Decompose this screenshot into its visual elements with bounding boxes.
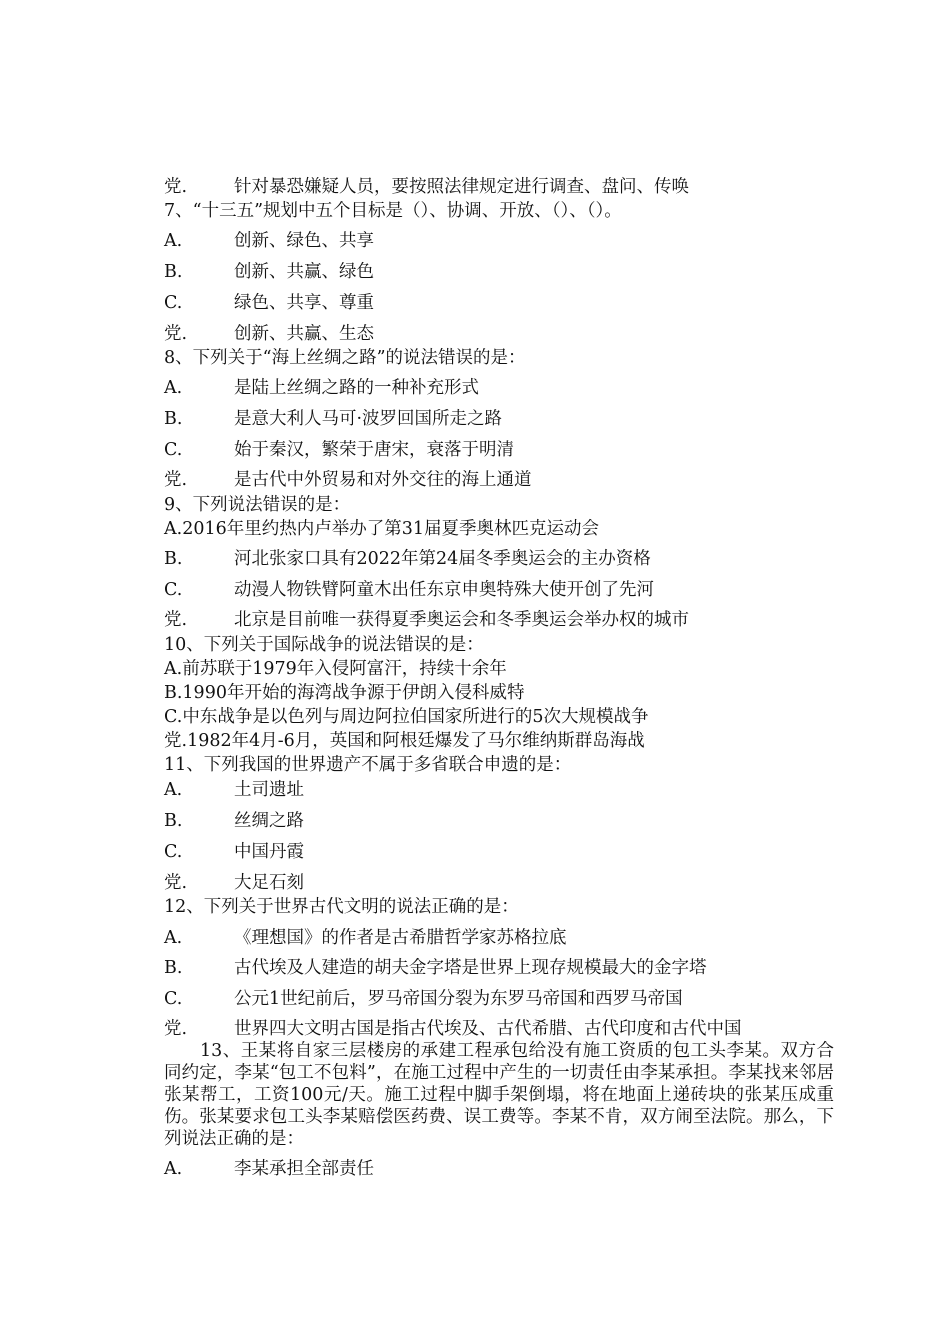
question-13-text: 13、王某将自家三层楼房的承建工程承包给没有施工资质的包工头李某。双方合同约定，李某“包工不包料”，在施工过程中产生的一切责任由李某承担。李某找来邻居张某帮工，工资100元/天。施工过程中脚手架倒塌，将在地面上递砖块的张某压成重伤。张某要求包工头李某赔偿医药费、误工费等。李某不肯，双方闹至法院。那么，下列说法正确的是： [164, 1041, 834, 1149]
option-line [164, 927, 567, 949]
option-text: 是意大利人马可·波罗回国所走之路 [234, 409, 503, 429]
question-line: 8、下列关于“海上丝绸之路”的说法错误的是： [164, 348, 526, 368]
option-line [164, 1158, 374, 1180]
option-label: A. [164, 231, 183, 251]
option-line [164, 292, 374, 314]
option-line [164, 1018, 742, 1040]
option-text: 创新、绿色、共享 [234, 231, 374, 251]
option-text: 公元1世纪前后，罗马帝国分裂为东罗马帝国和西罗马帝国 [234, 989, 683, 1009]
question-13-paragraph [164, 1040, 834, 1150]
option-label: A. [164, 378, 183, 398]
option-line [164, 408, 502, 430]
question-line: 党.1982年4月-6月，英国和阿根廷爆发了马尔维纳斯群岛海战 [164, 731, 645, 751]
option-line [164, 261, 374, 283]
option-line [164, 988, 683, 1010]
option-line [164, 230, 374, 252]
question-line: 7、“十三五”规划中五个目标是（）、协调、开放、（）、（）。 [164, 201, 622, 221]
option-label: C. [164, 440, 183, 460]
question-line: 10、下列关于国际战争的说法错误的是： [164, 635, 484, 655]
option-text: 世界四大文明古国是指古代埃及、古代希腊、古代印度和古代中国 [234, 1019, 742, 1039]
option-line [164, 609, 689, 631]
option-line [164, 548, 651, 570]
option-line [164, 957, 707, 979]
option-line [164, 323, 374, 345]
option-text: 古代埃及人建造的胡夫金字塔是世界上现存规模最大的金字塔 [234, 958, 707, 978]
question-line: 9、下列说法错误的是： [164, 495, 351, 515]
option-text: 是古代中外贸易和对外交往的海上通道 [234, 470, 532, 490]
option-text: 北京是目前唯一获得夏季奥运会和冬季奥运会举办权的城市 [234, 610, 689, 630]
option-label: C. [164, 842, 183, 862]
option-label: 党. [164, 177, 188, 197]
option-text: 针对暴恐嫌疑人员，要按照法律规定进行调查、盘问、传唤 [234, 177, 689, 197]
option-text: 始于秦汉，繁荣于唐宋，衰落于明清 [234, 440, 514, 460]
option-label: A. [164, 928, 183, 948]
option-label: 党. [164, 324, 188, 344]
option-line [164, 469, 532, 491]
option-line [164, 841, 304, 863]
option-label: A. [164, 780, 183, 800]
option-line [164, 439, 514, 461]
option-line [164, 377, 479, 399]
question-line: A.2016年里约热内卢举办了第31届夏季奥林匹克运动会 [164, 519, 600, 539]
option-label: 党. [164, 1019, 188, 1039]
option-text: 创新、共赢、生态 [234, 324, 374, 344]
option-text: 是陆上丝绸之路的一种补充形式 [234, 378, 479, 398]
option-text: 李某承担全部责任 [234, 1159, 374, 1179]
option-text: 动漫人物铁臂阿童木出任东京申奥特殊大使开创了先河 [234, 580, 654, 600]
option-text: 中国丹霞 [234, 842, 304, 862]
option-label: C. [164, 580, 183, 600]
option-label: C. [164, 989, 183, 1009]
option-label: A. [164, 1159, 183, 1179]
option-text: 河北张家口具有2022年第24届冬季奥运会的主办资格 [234, 549, 651, 569]
option-label: B. [164, 958, 183, 978]
option-text: 《理想国》的作者是古希腊哲学家苏格拉底 [234, 928, 567, 948]
question-line: C.中东战争是以色列与周边阿拉伯国家所进行的5次大规模战争 [164, 707, 649, 727]
option-text: 土司遗址 [234, 780, 304, 800]
option-label: 党. [164, 610, 188, 630]
question-line: 12、下列关于世界古代文明的说法正确的是： [164, 897, 519, 917]
option-label: C. [164, 293, 183, 313]
option-label: 党. [164, 873, 188, 893]
option-text: 创新、共赢、绿色 [234, 262, 374, 282]
option-label: B. [164, 549, 183, 569]
option-line [164, 872, 304, 894]
option-line [164, 779, 304, 801]
option-text: 大足石刻 [234, 873, 304, 893]
option-label: B. [164, 262, 183, 282]
question-line: A.前苏联于1979年入侵阿富汗，持续十余年 [164, 659, 507, 679]
option-label: B. [164, 811, 183, 831]
option-line [164, 176, 689, 198]
option-label: B. [164, 409, 183, 429]
option-line [164, 579, 654, 601]
question-line: 11、下列我国的世界遗产不属于多省联合申遗的是： [164, 755, 572, 775]
option-label: 党. [164, 470, 188, 490]
option-text: 丝绸之路 [234, 811, 304, 831]
option-text: 绿色、共享、尊重 [234, 293, 374, 313]
question-line: B.1990年开始的海湾战争源于伊朗入侵科威特 [164, 683, 525, 703]
option-line [164, 810, 304, 832]
